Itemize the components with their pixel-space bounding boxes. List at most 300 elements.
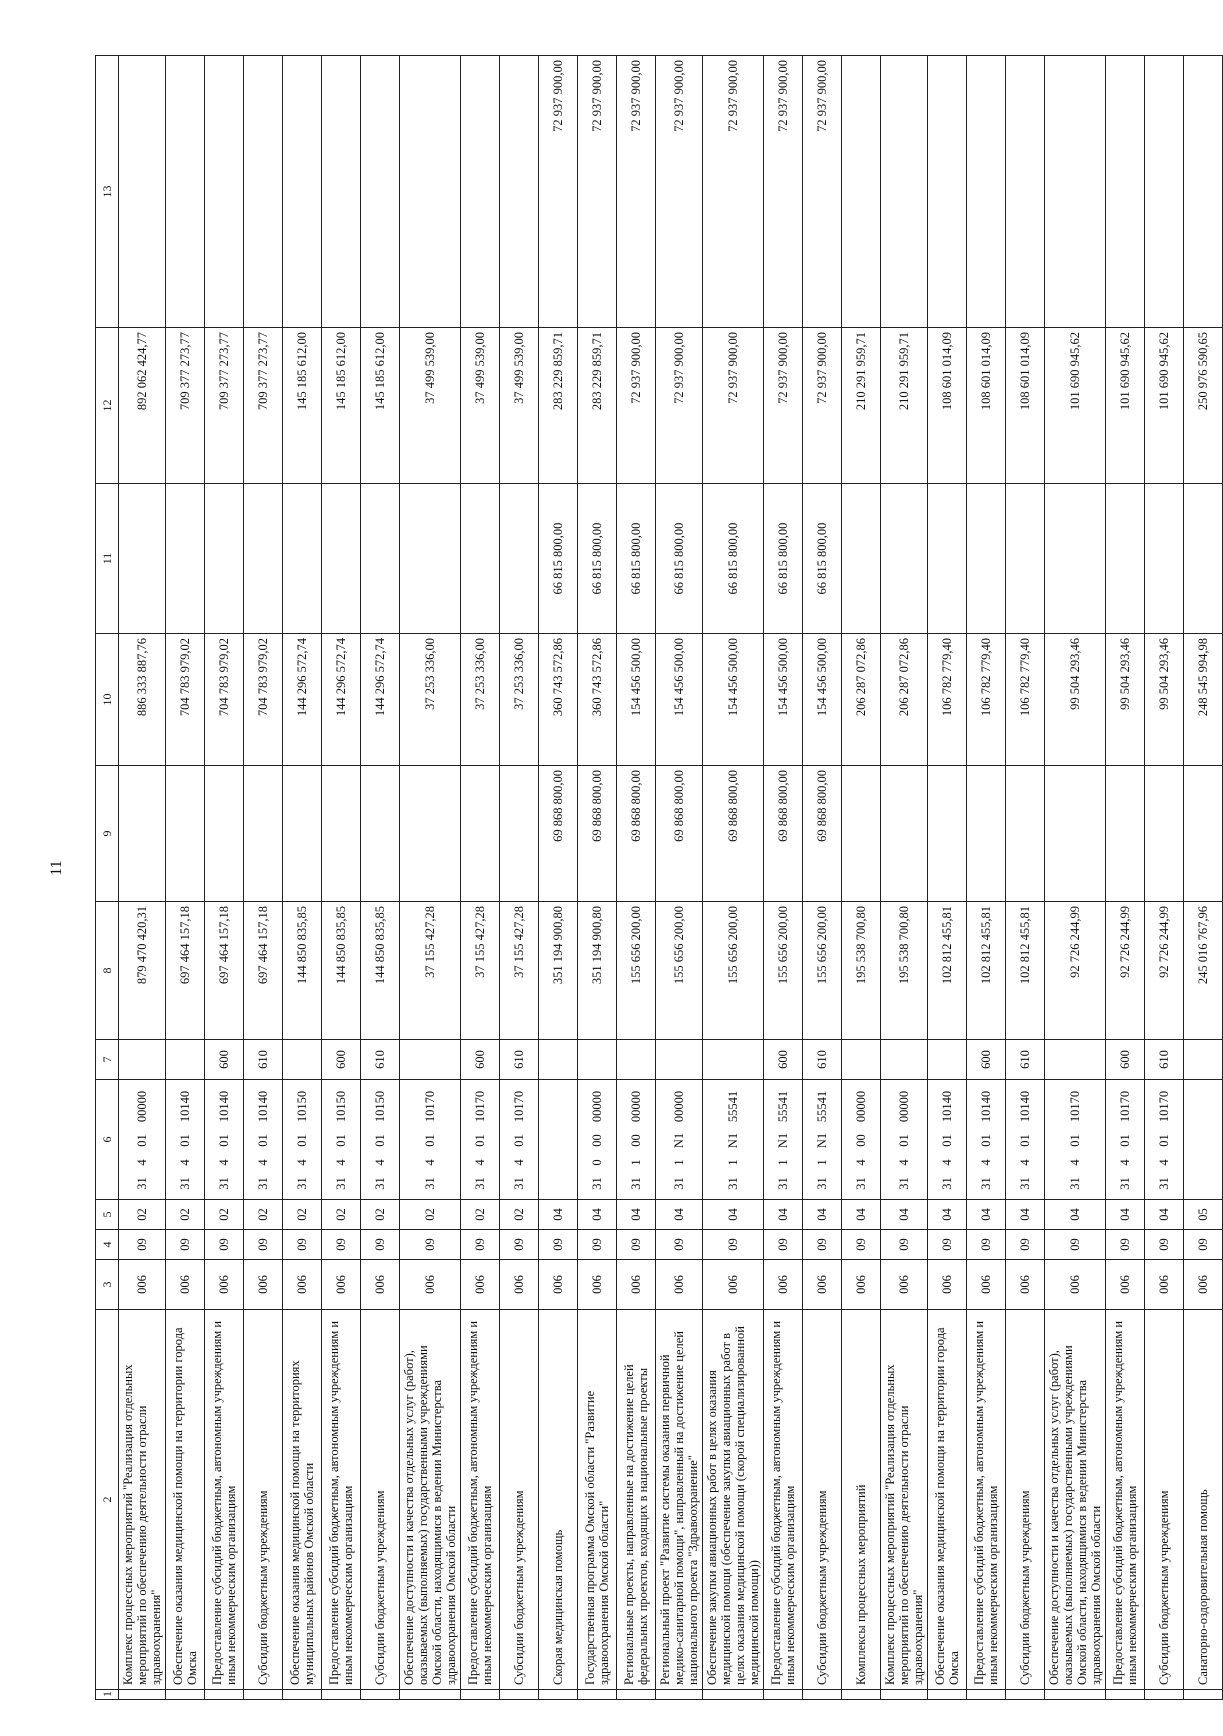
row-marker-cell [166,1690,205,1700]
target-article-code [617,1080,656,1200]
item-name: Субсидии бюджетным учреждениям [361,1310,400,1690]
amount-col-9 [1106,766,1145,902]
amount-col-10: 106 782 779,40 [928,634,967,766]
subsection-code: 02 [205,1200,244,1230]
amount-col-13: 72 937 900,00 [703,56,764,328]
target-article-parts [1157,1085,1172,1195]
expense-type-code: 610 [803,1040,842,1080]
budget-table [95,55,1223,1700]
subsection-code: 02 [119,1200,166,1230]
amount-col-12: 108 601 014,09 [928,328,967,484]
amount-col-12: 283 229 859,71 [539,328,578,484]
section-code: 09 [205,1230,244,1260]
amount-col-12: 108 601 014,09 [1006,328,1045,484]
amount-col-13 [283,56,322,328]
row-marker-cell [928,1690,967,1700]
target-article-code [1184,1080,1223,1200]
subsection-code: 04 [803,1200,842,1230]
target-article-part: 10140 [978,1090,993,1123]
subsection-code: 04 [1045,1200,1106,1230]
column-number: 13 [96,56,119,328]
amount-col-12: 101 690 945,62 [1106,328,1145,484]
subsection-code: 02 [500,1200,539,1230]
admin-code: 006 [578,1260,617,1310]
column-number-row [96,56,119,1700]
amount-col-11 [205,484,244,634]
target-article-parts [776,1085,791,1195]
target-article-part: 10140 [177,1090,192,1123]
amount-col-13 [400,56,461,328]
amount-col-13 [205,56,244,328]
amount-col-10: 37 253 336,00 [461,634,500,766]
admin-code: 006 [928,1260,967,1310]
item-name: Обеспечение оказания медицинской помощи на территории города Омска [928,1310,967,1690]
target-article-parts [256,1085,271,1195]
amount-col-13 [928,56,967,328]
table-row [205,56,244,1700]
amount-col-12: 101 690 945,62 [1145,328,1184,484]
amount-col-12: 145 185 612,00 [361,328,400,484]
target-article-code [1006,1080,1045,1200]
row-marker-cell [967,1690,1006,1700]
amount-col-8: 92 726 244,99 [1106,902,1145,1040]
expense-type-code [617,1040,656,1080]
expense-type-code [1184,1040,1223,1080]
row-marker-cell [578,1690,617,1700]
amount-col-12: 72 937 900,00 [656,328,703,484]
subsection-code: 04 [703,1200,764,1230]
amount-col-11: 66 815 800,00 [803,484,842,634]
target-article-part: 31 [177,1177,192,1190]
table-row [166,56,205,1700]
amount-col-8: 697 464 157,18 [166,902,205,1040]
admin-code: 006 [322,1260,361,1310]
target-article-parts [629,1085,644,1195]
target-article-part: 10140 [255,1090,270,1123]
subsection-code: 02 [461,1200,500,1230]
row-marker-cell [400,1690,461,1700]
target-article-part: 31 [1067,1177,1082,1190]
item-name: Обеспечение оказания медицинской помощи на территории города Омска [166,1310,205,1690]
amount-col-9: 69 868 800,00 [617,766,656,902]
amount-col-11 [400,484,461,634]
target-article-part: 00000 [589,1090,604,1123]
table-row [1184,56,1223,1700]
amount-col-8: 155 656 200,00 [656,902,703,1040]
table-row [617,56,656,1700]
amount-col-8: 351 194 900,80 [578,902,617,1040]
target-article-part: 10170 [472,1090,487,1123]
amount-col-8: 92 726 244,99 [1045,902,1106,1040]
target-article-parts [1068,1085,1083,1195]
amount-col-12: 283 229 859,71 [578,328,617,484]
target-article-part: 10170 [511,1090,526,1123]
target-article-part: 31 [589,1177,604,1190]
expense-type-code: 600 [322,1040,361,1080]
subsection-code: 02 [244,1200,283,1230]
subsection-code: 04 [578,1200,617,1230]
item-name: Комплекс процессных мероприятий "Реализация отдельных мероприятий по обеспечению деятельности отрасли здравоохранения" [881,1310,928,1690]
subsection-code: 04 [764,1200,803,1230]
subsection-code: 04 [967,1200,1006,1230]
table-row [119,56,166,1700]
target-article-part: 55541 [775,1090,790,1123]
target-article-part: 31 [1117,1177,1132,1190]
table-row [461,56,500,1700]
amount-col-11 [283,484,322,634]
row-marker-cell [283,1690,322,1700]
target-article-code [703,1080,764,1200]
table-row [578,56,617,1700]
target-article-parts [854,1085,869,1195]
target-article-part: 10140 [1017,1090,1032,1123]
amount-col-12: 210 291 959,71 [881,328,928,484]
amount-col-8: 155 656 200,00 [803,902,842,1040]
column-number: 11 [96,484,119,634]
item-name: Региональные проекты, направленные на достижение целей федеральных проектов, входящих в национальные проекты [617,1310,656,1690]
admin-code: 006 [967,1260,1006,1310]
amount-col-13 [461,56,500,328]
target-article-part: 55541 [725,1090,740,1123]
amount-col-12: 72 937 900,00 [703,328,764,484]
amount-col-10: 206 287 072,86 [881,634,928,766]
item-name: Субсидии бюджетным учреждениям [803,1310,842,1690]
amount-col-8: 37 155 427,28 [400,902,461,1040]
amount-col-13: 72 937 900,00 [656,56,703,328]
row-marker-cell [656,1690,703,1700]
table-row [967,56,1006,1700]
target-article-code [881,1080,928,1200]
amount-col-9 [400,766,461,902]
table-row [1045,56,1106,1700]
admin-code: 006 [1006,1260,1045,1310]
section-code: 09 [842,1230,881,1260]
amount-col-10: 99 504 293,46 [1145,634,1184,766]
section-code: 09 [1006,1230,1045,1260]
row-marker-cell [539,1690,578,1700]
amount-col-13 [1045,56,1106,328]
target-article-part: 10150 [294,1090,309,1123]
amount-col-11 [881,484,928,634]
target-article-part: 00 [628,1134,643,1147]
amount-col-10: 248 545 994,98 [1184,634,1223,766]
amount-col-9 [967,766,1006,902]
admin-code: 006 [764,1260,803,1310]
amount-col-13 [967,56,1006,328]
target-article-part: 01 [1017,1134,1032,1147]
expense-type-code [166,1040,205,1080]
subsection-code: 02 [283,1200,322,1230]
amount-col-9 [244,766,283,902]
amount-col-12: 108 601 014,09 [967,328,1006,484]
subsection-code: 04 [881,1200,928,1230]
table-row [361,56,400,1700]
item-name: Региональный проект "Развитие системы оказания первичной медико-санитарной помощи", направленный на достижение целей национального проекта "Здравоохранение" [656,1310,703,1690]
amount-col-8: 155 656 200,00 [764,902,803,1040]
column-number: 2 [96,1310,119,1690]
amount-col-10: 704 783 979,02 [244,634,283,766]
target-article-part: 01 [511,1134,526,1147]
amount-col-8: 879 470 420,31 [119,902,166,1040]
admin-code: 006 [656,1260,703,1310]
expense-type-code [703,1040,764,1080]
target-article-part: 31 [372,1177,387,1190]
section-code: 09 [244,1230,283,1260]
target-article-code [205,1080,244,1200]
target-article-part: 10170 [1117,1090,1132,1123]
amount-col-9: 69 868 800,00 [703,766,764,902]
expense-type-code [578,1040,617,1080]
admin-code: 006 [617,1260,656,1310]
target-article-part: 00000 [628,1090,643,1123]
expense-type-code: 610 [244,1040,283,1080]
admin-code: 006 [842,1260,881,1310]
target-article-part: 31 [814,1177,829,1190]
section-code: 09 [461,1230,500,1260]
amount-col-11 [361,484,400,634]
target-article-code [928,1080,967,1200]
section-code: 09 [703,1230,764,1260]
amount-col-13 [500,56,539,328]
section-code: 09 [361,1230,400,1260]
amount-col-8: 351 194 900,80 [539,902,578,1040]
amount-col-12: 250 976 590,65 [1184,328,1223,484]
admin-code: 006 [881,1260,928,1310]
table-row [842,56,881,1700]
section-code: 09 [578,1230,617,1260]
expense-type-code [842,1040,881,1080]
row-marker-cell [1045,1690,1106,1700]
target-article-part: N1 [671,1132,686,1149]
amount-col-10: 144 296 572,74 [283,634,322,766]
target-article-parts [473,1085,488,1195]
amount-col-10: 154 456 500,00 [703,634,764,766]
amount-col-9 [842,766,881,902]
admin-code: 006 [283,1260,322,1310]
row-marker-cell [500,1690,539,1700]
section-code: 09 [617,1230,656,1260]
admin-code: 006 [1106,1260,1145,1310]
target-article-part: 01 [134,1134,149,1147]
amount-col-8: 144 850 835,85 [361,902,400,1040]
target-article-parts [423,1085,438,1195]
section-code: 09 [1045,1230,1106,1260]
target-article-part: 01 [1067,1134,1082,1147]
amount-col-9 [119,766,166,902]
expense-type-code: 610 [1145,1040,1184,1080]
amount-col-9 [881,766,928,902]
subsection-code: 02 [166,1200,205,1230]
column-number: 5 [96,1200,119,1230]
amount-col-13 [1006,56,1045,328]
subsection-code: 04 [1106,1200,1145,1230]
target-article-part: 31 [511,1177,526,1190]
target-article-part: 31 [1156,1177,1171,1190]
target-article-part: 00000 [134,1090,149,1123]
amount-col-9: 69 868 800,00 [539,766,578,902]
target-article-part: 01 [216,1134,231,1147]
row-marker-cell [119,1690,166,1700]
amount-col-9: 69 868 800,00 [764,766,803,902]
amount-col-11: 66 815 800,00 [656,484,703,634]
subsection-code: 04 [539,1200,578,1230]
expense-type-code [656,1040,703,1080]
row-marker-cell [803,1690,842,1700]
row-marker-cell [703,1690,764,1700]
amount-col-10: 154 456 500,00 [617,634,656,766]
expense-type-code: 600 [1106,1040,1145,1080]
section-code: 09 [656,1230,703,1260]
amount-col-13 [1145,56,1184,328]
item-name: Предоставление субсидий бюджетным, автономным учреждениям и иным некоммерческим организациям [205,1310,244,1690]
amount-col-9 [500,766,539,902]
amount-col-10: 704 783 979,02 [205,634,244,766]
amount-col-12: 709 377 273,77 [244,328,283,484]
target-article-parts [590,1085,605,1195]
target-article-parts [135,1085,150,1195]
target-article-parts [726,1085,741,1195]
expense-type-code: 600 [205,1040,244,1080]
amount-col-13 [119,56,166,328]
target-article-code [1145,1080,1184,1200]
amount-col-10: 704 783 979,02 [166,634,205,766]
amount-col-10: 106 782 779,40 [1006,634,1045,766]
target-article-part: 1 [671,1159,686,1166]
amount-col-13 [842,56,881,328]
expense-type-code: 610 [361,1040,400,1080]
amount-col-12: 37 499 539,00 [400,328,461,484]
table-row [539,56,578,1700]
amount-col-13 [881,56,928,328]
section-code: 09 [764,1230,803,1260]
amount-col-11 [967,484,1006,634]
target-article-part: 01 [255,1134,270,1147]
item-name: Предоставление субсидий бюджетным, автономным учреждениям и иным некоммерческим организациям [1106,1310,1145,1690]
expense-type-code [283,1040,322,1080]
target-article-part: 4 [372,1159,387,1166]
target-article-part: 55541 [814,1090,829,1123]
target-article-part: 01 [1156,1134,1171,1147]
section-code: 09 [803,1230,842,1260]
amount-col-8: 37 155 427,28 [500,902,539,1040]
amount-col-8: 697 464 157,18 [244,902,283,1040]
target-article-part: 31 [472,1177,487,1190]
row-marker-cell [205,1690,244,1700]
target-article-part: 01 [472,1134,487,1147]
target-article-part: 31 [775,1177,790,1190]
item-name: Скорая медицинская помощь [539,1310,578,1690]
expense-type-code [539,1040,578,1080]
amount-col-9 [283,766,322,902]
target-article-code [1106,1080,1145,1200]
target-article-part: 4 [1067,1159,1082,1166]
subsection-code: 04 [1006,1200,1045,1230]
table-row [1106,56,1145,1700]
target-article-part: 1 [775,1159,790,1166]
expense-type-code: 610 [1006,1040,1045,1080]
amount-col-8: 92 726 244,99 [1145,902,1184,1040]
target-article-part: 31 [255,1177,270,1190]
table-row [703,56,764,1700]
target-article-part: 31 [853,1177,868,1190]
amount-col-10: 154 456 500,00 [764,634,803,766]
table-row [764,56,803,1700]
admin-code: 006 [703,1260,764,1310]
target-article-code [283,1080,322,1200]
section-code: 09 [1106,1230,1145,1260]
amount-col-10: 99 504 293,46 [1106,634,1145,766]
amount-col-10: 144 296 572,74 [322,634,361,766]
section-code: 09 [400,1230,461,1260]
section-code: 09 [283,1230,322,1260]
row-marker-cell [1106,1690,1145,1700]
target-article-parts [551,1085,566,1195]
admin-code: 006 [1145,1260,1184,1310]
target-article-part: 31 [216,1177,231,1190]
amount-col-9: 69 868 800,00 [578,766,617,902]
target-article-part: 10150 [372,1090,387,1123]
target-article-code [400,1080,461,1200]
amount-col-12: 210 291 959,71 [842,328,881,484]
target-article-part: 01 [978,1134,993,1147]
section-code: 09 [539,1230,578,1260]
amount-col-11 [166,484,205,634]
amount-col-12: 101 690 945,62 [1045,328,1106,484]
target-article-part: 01 [939,1134,954,1147]
target-article-code [119,1080,166,1200]
amount-col-9: 69 868 800,00 [656,766,703,902]
amount-col-13 [361,56,400,328]
column-number: 7 [96,1040,119,1080]
admin-code: 006 [461,1260,500,1310]
target-article-part: 00000 [671,1090,686,1123]
amount-col-10: 154 456 500,00 [656,634,703,766]
target-article-part: 01 [294,1134,309,1147]
target-article-part: 31 [134,1177,149,1190]
amount-col-13 [322,56,361,328]
amount-col-13 [244,56,283,328]
target-article-part: 4 [333,1159,348,1166]
target-article-parts [217,1085,232,1195]
target-article-part: 00 [853,1134,868,1147]
target-article-part: 10170 [1067,1090,1082,1123]
row-marker-cell [764,1690,803,1700]
item-name: Субсидии бюджетным учреждениям [1145,1310,1184,1690]
amount-col-11 [1006,484,1045,634]
target-article-code [764,1080,803,1200]
amount-col-8: 155 656 200,00 [703,902,764,1040]
item-name: Субсидии бюджетным учреждениям [244,1310,283,1690]
target-article-part: 4 [978,1159,993,1166]
amount-col-9 [205,766,244,902]
item-name: Обеспечение оказания медицинской помощи на территориях муниципальных районов Омской области [283,1310,322,1690]
table-row [1006,56,1045,1700]
target-article-part: 01 [896,1134,911,1147]
amount-col-13: 72 937 900,00 [803,56,842,328]
target-article-code [656,1080,703,1200]
amount-col-11 [1145,484,1184,634]
target-article-code [539,1080,578,1200]
target-article-parts [295,1085,310,1195]
amount-col-11: 66 815 800,00 [539,484,578,634]
item-name: Государственная программа Омской области "Развитие здравоохранения Омской области" [578,1310,617,1690]
row-marker-cell [361,1690,400,1700]
amount-col-13: 72 937 900,00 [539,56,578,328]
target-article-part: 01 [1117,1134,1132,1147]
amount-col-11 [244,484,283,634]
amount-col-12: 37 499 539,00 [500,328,539,484]
table-row [803,56,842,1700]
